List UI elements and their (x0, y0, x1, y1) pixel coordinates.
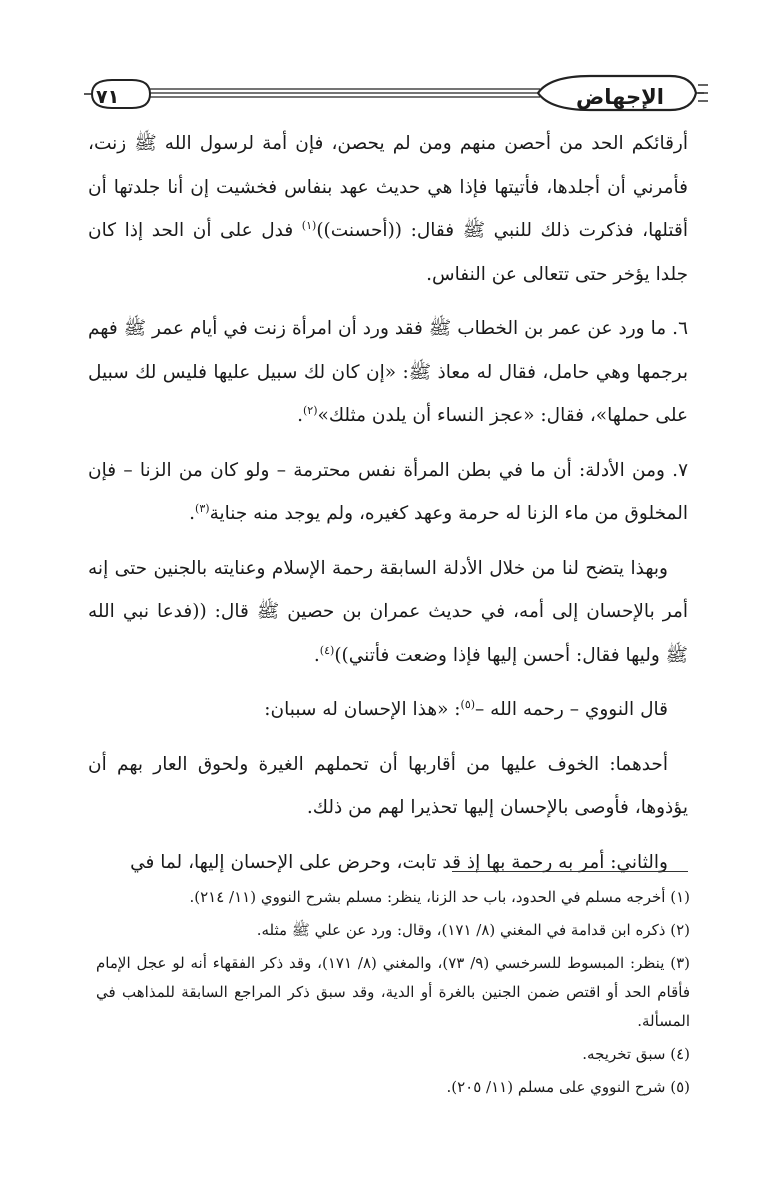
paragraph-4 (88, 547, 688, 678)
paragraph-7 (88, 841, 688, 885)
footnote-3: (٣) ينظر: المبسوط للسرخسي (٩/ ٧٣)، والمغني (٨/ ١٧١)، وقد ذكر الفقهاء أنه لو عجل الإمام فأقام الحد أو اقتص ضمن الجنين بالغرة أو الدية، وقد سبق ذكر المراجع السابقة للمذاهب في المسألة. (96, 954, 691, 1030)
page-number: ٧١ (96, 86, 120, 108)
footnote-ref-4: (٤) (319, 643, 335, 657)
paragraph-1 (88, 122, 688, 296)
running-title: الإجهاض (576, 85, 664, 109)
paragraph-3-text: ٧. ومن الأدلة: أن ما في بطن المرأة نفس محترمة – ولو كان من الزنا – فإن المخلوق من ماء الزنا له حرمة وعهد كغيره، ولم يوجد منه جناية (88, 459, 688, 524)
footnote-separator (452, 871, 688, 872)
paragraph-2-end: . (297, 405, 303, 426)
paragraph-6 (88, 743, 688, 830)
footnote-4: (٤) سبق تخريجه. (582, 1045, 690, 1063)
footnote-5: (٥) شرح النووي على مسلم (١١/ ٢٠٥). (446, 1078, 690, 1096)
paragraph-2 (88, 307, 688, 438)
paragraph-4-text: وبهذا يتضح لنا من خلال الأدلة السابقة رحمة الإسلام وعنايته بالجنين حتى إنه أمر بالإحسان إلى أمه، في حديث عمران بن حصين ﷺ قال: ((فدعا نبي الله ﷺ وليها فقال: أحسن إليها فإذا وضعت فأتني)) (88, 557, 688, 666)
footnotes (96, 883, 690, 1106)
footnote-ref-5: (٥) (460, 697, 476, 711)
paragraph-6-text: أحدهما: الخوف عليها من أقاربها أن تحملهم الغيرة ولحوق العار بهم أن يؤذوها، فأوصى بالإحسان إليها تحذيرا لهم من ذلك. (88, 753, 688, 818)
paragraph-1-end: فدل على أن الحد إذا كان جلدا يؤخر حتى تتعالى عن النفاس. (88, 220, 688, 285)
paragraph-5 (88, 688, 688, 732)
paragraph-7-text: والثاني: أمر به رحمة بها إذ قد تابت، وحرض على الإحسان إليها، لما في (130, 851, 668, 873)
paragraph-3 (88, 449, 688, 536)
footnote-1: (١) أخرجه مسلم في الحدود، باب حد الزنا، ينظر: مسلم بشرح النووي (١١/ ٢١٤). (189, 888, 690, 906)
paragraph-5-end: : «هذا الإحسان له سببان: (264, 699, 461, 720)
paragraph-5-text: قال النووي – رحمه الله – (475, 699, 668, 720)
footnote-ref-3: (٣) (195, 501, 210, 515)
footnote-ref-1: (١) (301, 218, 317, 232)
paragraph-4-end: . (313, 644, 320, 666)
footnote-2: (٢) ذكره ابن قدامة في المغني (٨/ ١٧١)، وقال: ورد عن علي ﷺ مثله. (256, 921, 690, 939)
paragraph-3-end: . (189, 503, 196, 524)
main-text (88, 122, 688, 895)
paragraph-1-text: أرقائكم الحد من أحصن منهم ومن لم يحصن، فإن أمة لرسول الله ﷺ زنت، فأمرني أن أجلدها، فأتيتها فإذا هي حديث عهد بنفاس فخشيت إن أنا جلدتها أن أقتلها، فذكرت ذلك للنبي ﷺ فقال: ((أحسنت)) (88, 133, 688, 241)
paragraph-2-text: ٦. ما ورد عن عمر بن الخطاب ﷺ فقد ورد أن امرأة زنت في أيام عمر ﷺ فهم برجمها وهي حامل، فقال له معاذ ﷺ: «إن كان لك سبيل عليها فليس لك سبيل على حملها»، فقال: «عجز النساء أن يلدن مثلك» (88, 318, 688, 426)
footnote-ref-2: (٢) (302, 403, 318, 417)
